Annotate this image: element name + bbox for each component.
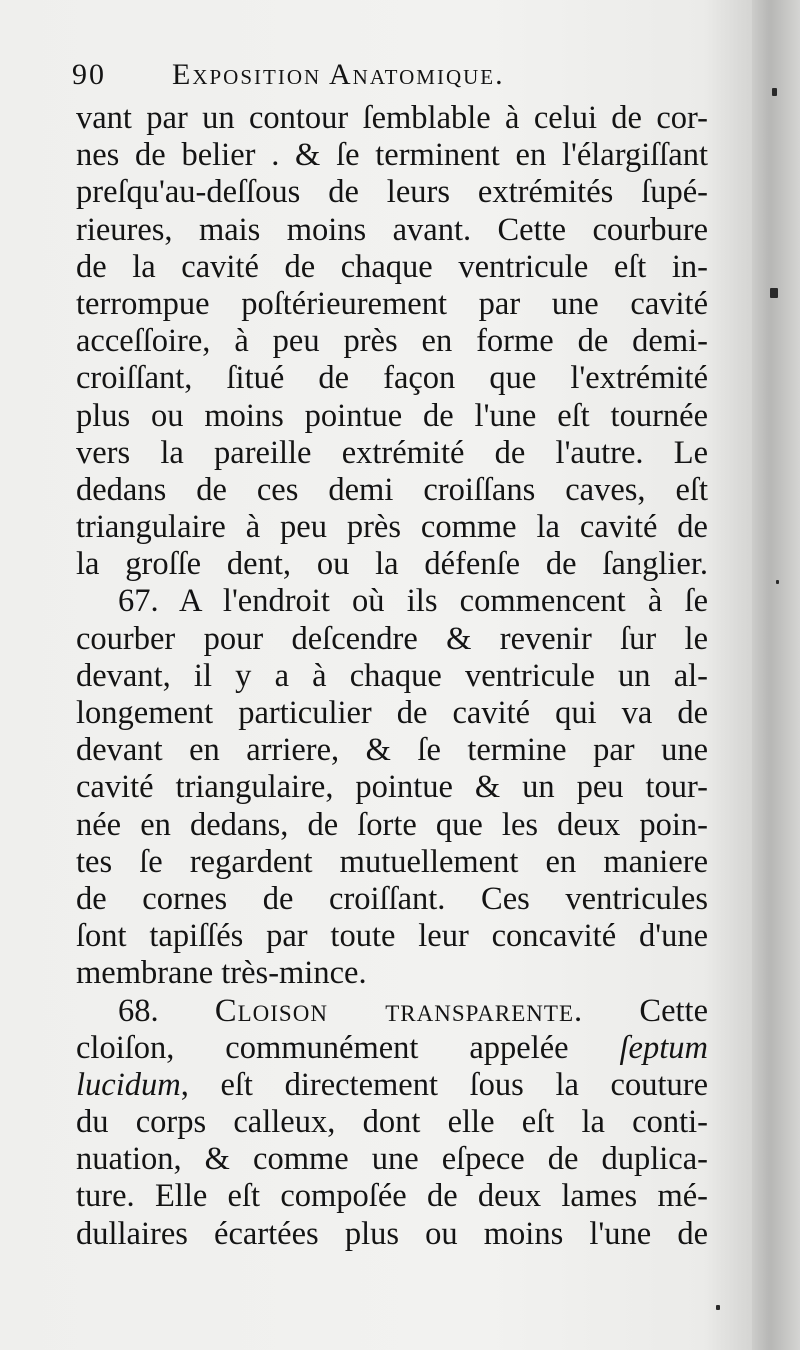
text-line: membrane très-mince. <box>76 955 367 992</box>
text-line: dedans de ces demi croiſſans caves, eſt <box>76 471 708 508</box>
text-line: acceſſoire, à peu près en forme de demi- <box>76 323 708 360</box>
edge-mark <box>770 288 778 298</box>
text-line: de la cavité de chaque ventricule eſt in- <box>76 248 708 285</box>
text-line: plus ou moins pointue de l'une eſt tournée <box>76 397 708 434</box>
text-line: du corps calleux, dont elle eſt la conti- <box>76 1104 708 1141</box>
paragraph-67-start: 67. A l'endroit où ils commencent à ſe <box>118 583 708 620</box>
text-line: vers la pareille extrémité de l'autre. Le <box>76 434 708 471</box>
body-text <box>76 100 708 1253</box>
text-line: née en dedans, de ſorte que les deux poin- <box>76 806 708 843</box>
text-line: devant en arriere, & ſe termine par une <box>76 732 708 769</box>
text-line: nes de belier . & ſe terminent en l'élargiſſant <box>76 137 708 174</box>
text-line: de cornes de croiſſant. Ces ventricules <box>76 880 708 917</box>
text-line: triangulaire à peu près comme la cavité de <box>76 509 708 546</box>
text-line: devant, il y a à chaque ventricule un al- <box>76 657 708 694</box>
section-heading: Cloison transparente. <box>214 992 584 1029</box>
latin-term: lucidum <box>76 1066 181 1103</box>
text-line: dullaires écartées plus ou moins l'une de <box>76 1215 708 1252</box>
text-line: cloiſon, communément appelée ſeptum <box>76 1029 708 1066</box>
text-line: croiſſant, ſitué de façon que l'extrémité <box>76 360 708 397</box>
text-line: ſont tapiſſés par toute leur concavité d'une <box>76 918 708 955</box>
text-line: rieures, mais moins avant. Cette courbure <box>76 211 708 248</box>
edge-mark <box>776 580 779 584</box>
text-line: cavité triangulaire, pointue & un peu tour- <box>76 769 708 806</box>
text-line: lucidum, eſt directement ſous la couture <box>76 1066 708 1103</box>
text-line: preſqu'au-deſſous de leurs extrémités ſupé- <box>76 174 708 211</box>
page-gutter-shadow <box>752 0 800 1350</box>
running-title: Exposition Anatomique. <box>172 58 505 91</box>
page-number: 90 <box>72 58 106 91</box>
text-line: vant par un contour ſemblable à celui de cor- <box>76 100 708 136</box>
edge-mark <box>716 1305 720 1310</box>
text-line: la groſſe dent, ou la défenſe de ſanglier. <box>76 546 708 583</box>
text-line: nuation, & comme une eſpece de duplica- <box>76 1141 708 1178</box>
text-line: longement particulier de cavité qui va de <box>76 695 708 731</box>
text-line: ture. Elle eſt compoſée de deux lames mé- <box>76 1178 708 1215</box>
paragraph-68-start: 68. Cloison transparente. Cette <box>118 992 709 1029</box>
edge-mark <box>772 88 777 96</box>
text-line: terrompue poſtérieurement par une cavité <box>76 285 708 322</box>
text-line: tes ſe regardent mutuellement en maniere <box>76 843 708 880</box>
text-line: courber pour deſcendre & revenir ſur le <box>76 620 708 657</box>
latin-term: ſeptum <box>619 1029 708 1066</box>
page-header <box>72 58 732 98</box>
